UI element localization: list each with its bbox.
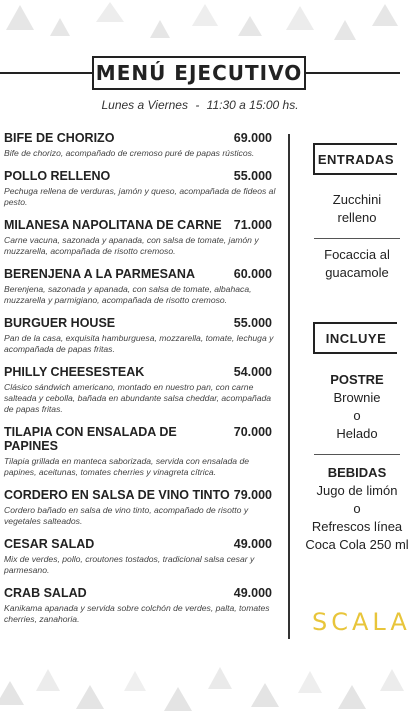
sidebar-separator	[314, 454, 400, 455]
item-name: PHILLY CHEESESTEAK	[4, 365, 145, 379]
schedule-separator: -	[195, 98, 200, 112]
item-description: Clásico sándwich americano, montado en nuestro pan, con carne salteada y cebolla, bañada en abundante salsa cheddar, acompañada de papas fritas.	[4, 382, 272, 414]
menu-item	[4, 218, 276, 257]
scala-logo: SCALA	[312, 608, 411, 636]
incluye-heading: INCLUYE	[313, 322, 397, 354]
item-price: 49.000	[233, 586, 272, 600]
decorative-triangles-top	[0, 0, 400, 60]
menu-item	[4, 488, 276, 527]
menu-item	[4, 425, 276, 478]
menu-item	[4, 267, 276, 306]
title-rule-right	[306, 72, 400, 74]
bebida-or: o	[353, 501, 361, 516]
item-description: Carne vacuna, sazonada y apanada, con salsa de tomate, jamón y muzzarella, acompañada de risotto cremoso.	[4, 235, 259, 256]
item-description: Mix de verdes, pollo, croutones tostados, tradicional salsa cesar y parmesano.	[4, 554, 255, 575]
entrada-1-line-1: Zucchini	[332, 192, 382, 207]
postre-heading: POSTRE	[330, 372, 384, 387]
bebida-option-2: Refrescos línea	[311, 519, 403, 534]
schedule-hours: 11:30 a 15:00 hs.	[206, 98, 299, 112]
item-name: TILAPIA CON ENSALADA DE PAPINES	[4, 425, 177, 453]
menu-item	[4, 316, 276, 355]
menu-item	[4, 586, 276, 625]
item-price: 55.000	[233, 316, 272, 330]
menu-item	[4, 537, 276, 576]
menu-item	[4, 131, 276, 159]
item-description: Tilapia grillada en manteca saborizada, servida con ensalada de papines, aceitunas, tomates cherries y vinagreta cítrica.	[4, 456, 249, 477]
menu-title: MENÚ EJECUTIVO	[92, 56, 306, 90]
item-price: 79.000	[233, 488, 272, 502]
entrada-2-line-2: guacamole	[325, 265, 389, 280]
entrada-1-line-2: relleno	[337, 210, 377, 225]
item-price: 60.000	[233, 267, 272, 281]
item-price: 49.000	[233, 537, 272, 551]
item-price: 54.000	[233, 365, 272, 379]
item-price: 69.000	[233, 131, 272, 145]
postre-or: o	[353, 408, 361, 423]
decorative-triangles-bottom	[0, 641, 400, 711]
item-name: CRAB SALAD	[4, 586, 87, 600]
item-name: MILANESA NAPOLITANA DE CARNE	[4, 218, 222, 232]
bebida-option-1: Jugo de limón	[316, 483, 398, 498]
menu-item	[4, 169, 276, 208]
postre-section	[300, 371, 414, 443]
sidebar-separator	[314, 238, 400, 239]
item-description: Berenjena, sazonada y apanada, con salsa de tomate, albahaca, muzzarella y parmigiano, acompañada de risotto cremoso.	[4, 284, 252, 305]
item-price: 55.000	[233, 169, 272, 183]
item-description: Cordero bañado en salsa de vino tinto, acompañado de risotto y vegetales salteados.	[4, 505, 249, 526]
item-description: Kanikama apanada y servida sobre colchón de verdes, palta, tomates cherries, zanahoria.	[4, 603, 270, 624]
item-description: Bife de chorizo, acompañado de cremoso puré de papas rústicos.	[4, 148, 255, 158]
menu-list	[4, 131, 276, 635]
item-name: CORDERO EN SALSA DE VINO TINTO	[4, 488, 230, 502]
item-name: BURGUER HOUSE	[4, 316, 116, 330]
bebida-option-2-size: Coca Cola 250 ml	[305, 537, 409, 552]
postre-option-2: Helado	[336, 426, 378, 441]
schedule-days: Lunes a Viernes	[101, 98, 188, 112]
entrada-zucchini	[300, 191, 414, 227]
item-name: BIFE DE CHORIZO	[4, 131, 115, 145]
entradas-heading: ENTRADAS	[313, 143, 397, 175]
item-description: Pechuga rellena de verduras, jamón y queso, acompañada de fideos al pesto.	[4, 186, 276, 207]
column-divider	[288, 134, 290, 639]
schedule	[0, 98, 400, 112]
item-price: 71.000	[233, 218, 272, 232]
bebidas-heading: BEBIDAS	[327, 465, 387, 480]
item-name: CESAR SALAD	[4, 537, 95, 551]
item-description: Pan de la casa, exquisita hamburguesa, mozzarella, tomate, lechuga y acompañada de papas fritas.	[4, 333, 274, 354]
menu-item	[4, 365, 276, 415]
entrada-focaccia	[300, 246, 414, 282]
postre-option-1: Brownie	[333, 390, 381, 405]
item-name: POLLO RELLENO	[4, 169, 111, 183]
bebidas-section	[300, 464, 414, 554]
title-rule-left	[0, 72, 92, 74]
item-name: BERENJENA A LA PARMESANA	[4, 267, 195, 281]
entrada-2-line-1: Focaccia al	[324, 247, 390, 262]
item-price: 70.000	[233, 425, 272, 439]
